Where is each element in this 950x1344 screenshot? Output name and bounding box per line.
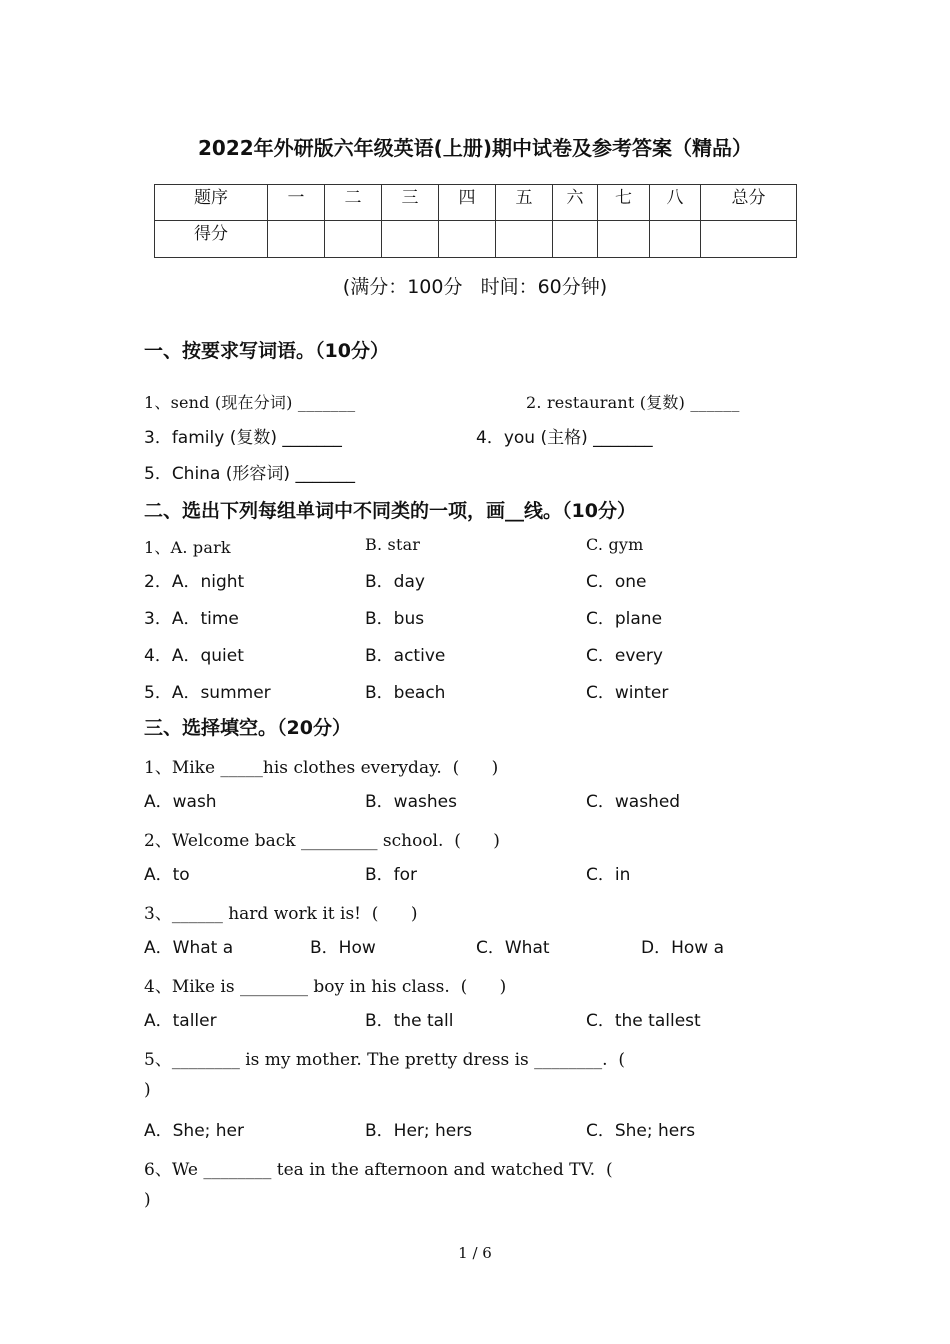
answer-paren: ) xyxy=(144,1190,151,1210)
table-cell: 八 xyxy=(650,185,701,221)
table-cell: 六 xyxy=(553,185,598,221)
question-item: 6、We ________ tea in the afternoon and watched TV. ( xyxy=(144,1160,613,1180)
option-item: C．washed xyxy=(586,792,681,812)
question-item: 1、send (现在分词) _______ xyxy=(144,393,356,412)
option-item: B．day xyxy=(365,572,425,592)
option-item: A．to xyxy=(144,865,190,885)
option-item: B．bus xyxy=(365,609,425,629)
section-heading: 二、选出下列每组单词中不同类的一项，画__线。（10分） xyxy=(144,500,636,522)
question-item: 2. restaurant (复数) ______ xyxy=(526,393,740,412)
option-item: C．every xyxy=(586,646,663,666)
score-entry-cell xyxy=(325,221,382,258)
question-item: 3、______ hard work it is! ( ) xyxy=(144,904,418,924)
score-entry-cell xyxy=(598,221,650,258)
option-item: B．washes xyxy=(365,792,457,812)
option-item: D．How a xyxy=(641,938,724,958)
option-item: A．taller xyxy=(144,1011,217,1031)
option-item: 4．A．quiet xyxy=(144,646,244,666)
table-cell: 得分 xyxy=(155,221,268,258)
option-item: C．winter xyxy=(586,683,669,703)
option-item: A．She; her xyxy=(144,1121,245,1141)
table-cell: 题序 xyxy=(155,185,268,221)
option-item: 3．A．time xyxy=(144,609,239,629)
option-item: B. star xyxy=(365,535,421,554)
table-cell: 三 xyxy=(382,185,439,221)
option-item: C．the tallest xyxy=(586,1011,701,1031)
score-entry-cell xyxy=(650,221,701,258)
question-item: 1、Mike _____his clothes everyday. ( ) xyxy=(144,758,499,778)
section-heading: 一、按要求写词语。（10分） xyxy=(144,340,389,362)
score-table xyxy=(154,184,797,258)
table-cell: 一 xyxy=(268,185,325,221)
option-item: B．active xyxy=(365,646,446,666)
option-item: C．plane xyxy=(586,609,663,629)
question-item: 2、Welcome back _________ school. ( ) xyxy=(144,831,500,851)
exam-info: (满分：100分 时间：60分钟) xyxy=(342,276,608,298)
score-entry-cell xyxy=(701,221,797,258)
option-item: C．in xyxy=(586,865,631,885)
score-entry-cell xyxy=(496,221,553,258)
score-table-score-row xyxy=(155,221,797,258)
section-heading: 三、选择填空。（20分） xyxy=(144,717,351,739)
option-item: C．She; hers xyxy=(586,1121,696,1141)
option-item: A．What a xyxy=(144,938,234,958)
page-title: 2022年外研版六年级英语(上册)期中试卷及参考答案（精品） xyxy=(198,136,752,160)
table-cell: 七 xyxy=(598,185,650,221)
option-item: B．for xyxy=(365,865,418,885)
option-item: C．What xyxy=(476,938,550,958)
option-item: 5．A．summer xyxy=(144,683,271,703)
option-item: B．beach xyxy=(365,683,446,703)
option-item: C．one xyxy=(586,572,647,592)
question-item: 4．you (主格) _______ xyxy=(476,428,653,448)
score-table-header-row xyxy=(155,185,797,221)
option-item: 2．A．night xyxy=(144,572,245,592)
answer-paren: ) xyxy=(144,1080,151,1100)
table-cell: 二 xyxy=(325,185,382,221)
table-cell: 总分 xyxy=(701,185,797,221)
option-item: C. gym xyxy=(586,535,644,554)
question-item: 3．family (复数) _______ xyxy=(144,428,342,448)
table-cell: 四 xyxy=(439,185,496,221)
score-entry-cell xyxy=(268,221,325,258)
option-item: B．the tall xyxy=(365,1011,454,1031)
question-item: 4、Mike is ________ boy in his class. ( ) xyxy=(144,977,507,997)
option-item: 1、A. park xyxy=(144,538,231,557)
option-item: B．Her; hers xyxy=(365,1121,473,1141)
page-number: 1 / 6 xyxy=(458,1244,492,1262)
score-entry-cell xyxy=(382,221,439,258)
score-entry-cell xyxy=(439,221,496,258)
option-item: A．wash xyxy=(144,792,217,812)
option-item: B．How xyxy=(310,938,376,958)
question-item: 5．China (形容词) _______ xyxy=(144,464,355,484)
question-item: 5、________ is my mother. The pretty dress is ________. ( xyxy=(144,1050,625,1070)
score-entry-cell xyxy=(553,221,598,258)
table-cell: 五 xyxy=(496,185,553,221)
